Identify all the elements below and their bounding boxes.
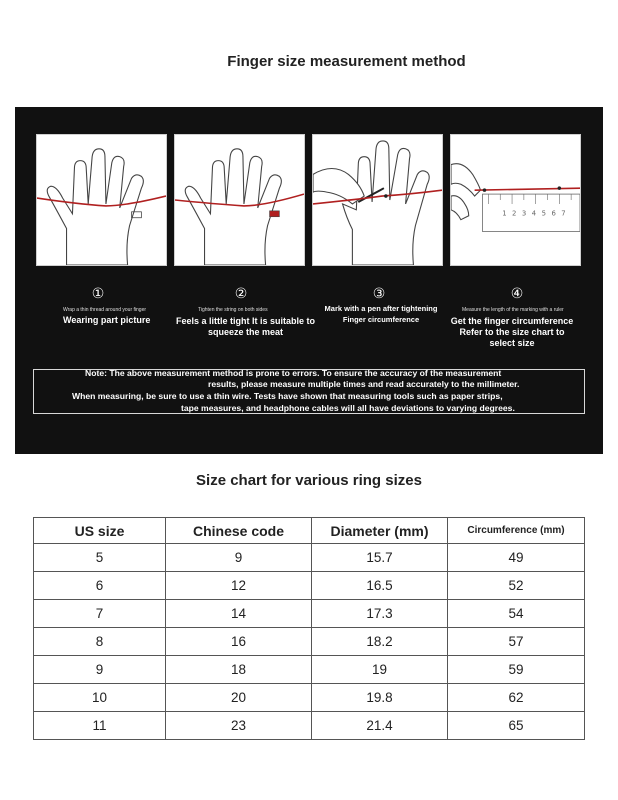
step-3-number: ③ xyxy=(372,285,386,301)
cell-circumference: 49 xyxy=(448,544,585,572)
cell-diameter: 17.3 xyxy=(312,600,448,628)
cell-circumference: 52 xyxy=(448,572,585,600)
cell-diameter: 19 xyxy=(312,656,448,684)
cell-chinese-code: 23 xyxy=(166,712,312,740)
cell-us-size: 8 xyxy=(34,628,166,656)
note-line-4: tape measures, and headphone cables will all have deviations to varying degrees. xyxy=(181,403,515,413)
cell-chinese-code: 20 xyxy=(166,684,312,712)
step-4-caption: Get the finger circumference Refer to the size chart to select size xyxy=(450,316,574,348)
cell-circumference: 62 xyxy=(448,684,585,712)
header-circumference: Circumference (mm) xyxy=(448,518,585,544)
header-us-size: US size xyxy=(34,518,166,544)
cell-circumference: 65 xyxy=(448,712,585,740)
note-line-1: Note: The above measurement method is prone to errors. To ensure the accuracy of the measurement xyxy=(85,368,502,378)
step-1-number: ① xyxy=(91,285,105,301)
header-diameter: Diameter (mm) xyxy=(312,518,448,544)
size-chart-title: Size chart for various ring sizes xyxy=(196,472,422,489)
step-2-tiny-caption: Tighten the string on both sides xyxy=(198,307,268,313)
cell-chinese-code: 14 xyxy=(166,600,312,628)
cell-diameter: 19.8 xyxy=(312,684,448,712)
header-chinese-code: Chinese code xyxy=(166,518,312,544)
table-row xyxy=(34,544,585,572)
cell-diameter: 16.5 xyxy=(312,572,448,600)
cell-chinese-code: 12 xyxy=(166,572,312,600)
cell-diameter: 15.7 xyxy=(312,544,448,572)
step-2-number: ② xyxy=(234,285,248,301)
table-header-row xyxy=(34,518,585,544)
ruler-digit: 2 xyxy=(512,209,517,218)
table-row xyxy=(34,684,585,712)
note-line-3: When measuring, be sure to use a thin wire. Tests have shown that measuring tools such as paper strips, xyxy=(72,391,503,401)
step-3-caption: Mark with a pen after tightening Finger circumference xyxy=(324,304,438,324)
cell-us-size: 10 xyxy=(34,684,166,712)
cell-circumference: 54 xyxy=(448,600,585,628)
ruler-digit: 5 xyxy=(541,209,546,218)
table-row xyxy=(34,656,585,684)
cell-diameter: 21.4 xyxy=(312,712,448,740)
step-4-tiny-caption: Measure the length of the marking with a ruler xyxy=(462,307,564,313)
table-row xyxy=(34,628,585,656)
cell-us-size: 6 xyxy=(34,572,166,600)
step-1-caption: Wearing part picture xyxy=(63,315,151,325)
step-2-image xyxy=(174,134,305,266)
table-row xyxy=(34,572,585,600)
cell-circumference: 57 xyxy=(448,628,585,656)
ruler-digit: 6 xyxy=(551,209,556,218)
cell-us-size: 11 xyxy=(34,712,166,740)
cell-us-size: 7 xyxy=(34,600,166,628)
ruler-digit: 3 xyxy=(521,209,527,218)
measurement-method-panel xyxy=(15,107,603,454)
step-1-image xyxy=(36,134,167,266)
ruler-digit: 1 xyxy=(502,209,507,218)
cell-circumference: 59 xyxy=(448,656,585,684)
step-4-image xyxy=(450,134,581,266)
cell-us-size: 9 xyxy=(34,656,166,684)
cell-chinese-code: 16 xyxy=(166,628,312,656)
cell-chinese-code: 9 xyxy=(166,544,312,572)
step-1-tiny-caption: Wrap a thin thread around your finger xyxy=(63,307,147,313)
ruler-digit: 7 xyxy=(561,209,566,218)
step-2-caption: Feels a little tight It is suitable to squeeze the meat xyxy=(175,316,316,337)
step-3-image xyxy=(312,134,443,266)
cell-chinese-code: 18 xyxy=(166,656,312,684)
cell-diameter: 18.2 xyxy=(312,628,448,656)
table-row xyxy=(34,712,585,740)
ring-size-table xyxy=(33,517,585,740)
step-4-number: ④ xyxy=(510,285,524,301)
page-title: Finger size measurement method xyxy=(227,53,466,70)
ruler-digit: 4 xyxy=(531,209,537,218)
cell-us-size: 5 xyxy=(34,544,166,572)
table-row xyxy=(34,600,585,628)
note-line-2: results, please measure multiple times and read accurately to the millimeter. xyxy=(208,379,520,389)
